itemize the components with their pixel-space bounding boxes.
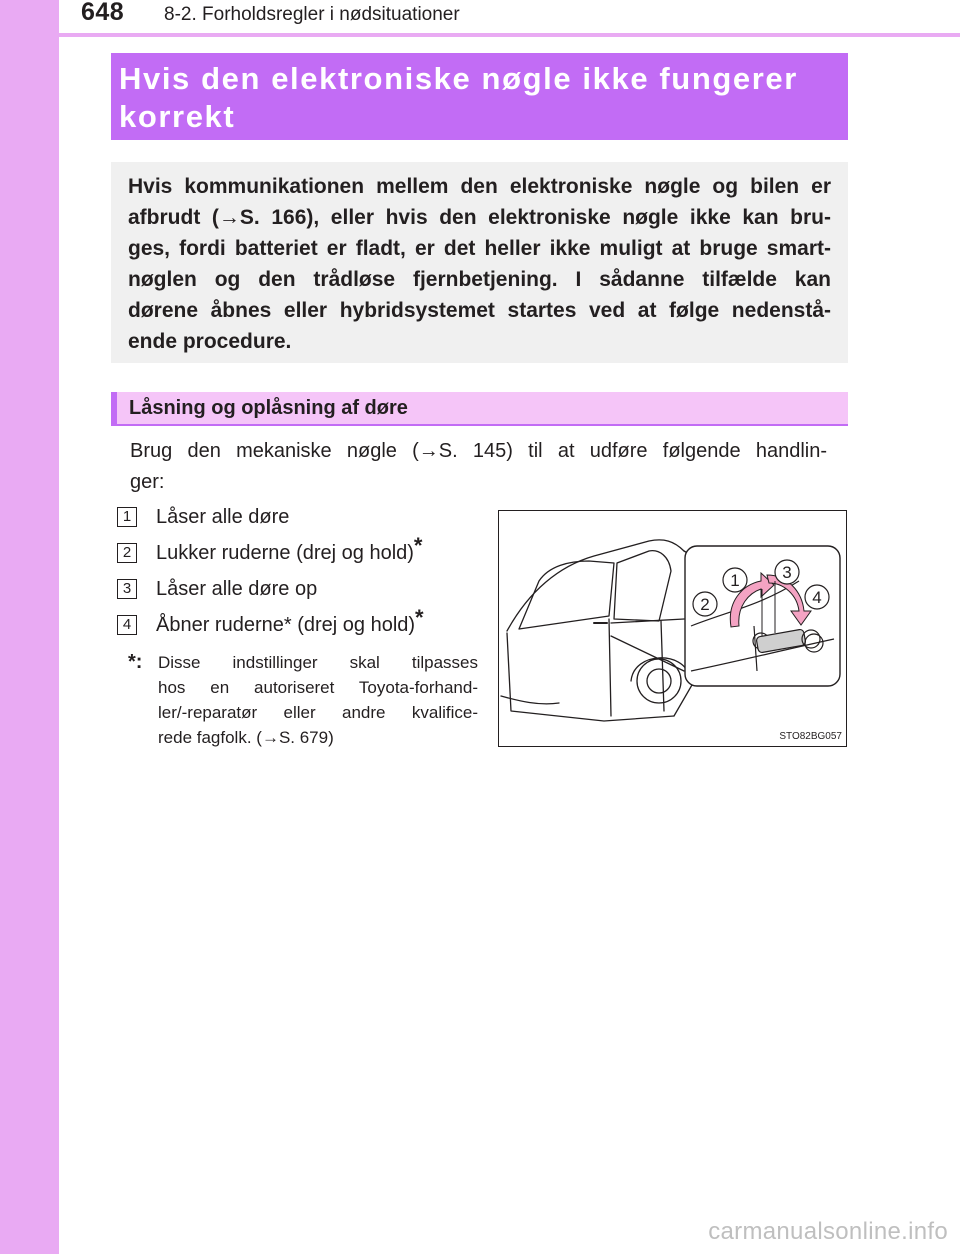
paragraph-line: ger: <box>130 471 165 493</box>
wheel-hub <box>647 669 671 693</box>
wheel <box>637 659 681 703</box>
step-label: Åbner ruderne* (drej og hold) <box>156 613 416 636</box>
door-key-illustration <box>498 510 847 747</box>
footnote-line: ler/-reparatør eller andre kvalifice- <box>158 703 478 722</box>
zoom-inset <box>685 546 840 686</box>
footnote-line: rede fagfolk. (→S. 679) <box>158 728 334 747</box>
step-text <box>156 506 289 529</box>
callout-label: 4 <box>812 588 822 607</box>
figure-code: STO82BG057 <box>779 731 842 742</box>
intro-paragraph <box>128 171 831 357</box>
title-line-2: korrekt <box>119 99 236 134</box>
step-text <box>156 532 423 565</box>
header-rule <box>59 33 960 37</box>
step-4 <box>117 604 424 640</box>
intro-box <box>111 162 848 363</box>
intro-line: ges, fordi batteriet er fladt, er det heller ikke muligt at bruge smart- <box>128 237 831 260</box>
section-heading <box>111 392 848 426</box>
step-number-box: 2 <box>117 543 137 563</box>
intro-line: Hvis kommunikationen mellem den elektroniske nøgle og bilen er <box>128 175 831 198</box>
rear-window <box>614 551 671 621</box>
lower-body <box>507 633 674 721</box>
door-seam <box>609 619 611 716</box>
title-line-1: Hvis den elektroniske nøgle ikke fungerer <box>119 61 798 96</box>
step-asterisk: * <box>415 604 424 630</box>
footnote <box>128 650 478 750</box>
paragraph-line: Brug den mekaniske nøgle (→S. 145) til at udføre følgende handlin- <box>130 440 827 462</box>
intro-line: ende procedure. <box>128 330 292 353</box>
title-banner <box>111 53 848 140</box>
step-label: Låser alle døre op <box>156 577 318 600</box>
step-number-box: 1 <box>117 507 137 527</box>
step-asterisk: * <box>413 532 423 558</box>
step-number-box: 3 <box>117 579 137 599</box>
door-seam-rear <box>661 621 664 711</box>
step-text <box>156 604 424 637</box>
section-heading-bar <box>111 392 117 426</box>
step-text <box>156 578 317 601</box>
step-label: Låser alle døre <box>156 505 290 528</box>
side-color-strip <box>0 0 59 1254</box>
zoom-line-bottom <box>611 636 684 671</box>
page-number: 648 <box>81 0 125 26</box>
footnote-line: hos en autoriseret Toyota-forhand- <box>158 678 478 697</box>
step-number-box: 4 <box>117 615 137 635</box>
footnote-mark: *: <box>128 651 143 673</box>
watermark: carmanualsonline.info <box>708 1218 948 1245</box>
intro-line: dørene åbnes eller hybridsystemet startes ved at følge nedenstå- <box>128 299 831 322</box>
intro-line: afbrudt (→S. 166), eller hvis den elektroniske nøgle ikke kan bru- <box>128 206 831 229</box>
step-1 <box>117 502 289 532</box>
footnote-line: Disse indstillinger skal tilpasses <box>158 653 478 672</box>
step-2 <box>117 532 423 568</box>
step-label: Lukker ruderne (drej og hold) <box>156 541 414 564</box>
intro-line: nøglen og den trådløse fjernbetjening. I sådanne tilfælde kan <box>128 268 831 291</box>
running-head: 8-2. Forholdsregler i nødsituationer <box>164 4 460 25</box>
car-door-drawing <box>499 511 846 746</box>
footnote-body <box>158 650 478 750</box>
callout-label: 1 <box>730 571 740 590</box>
front-window <box>519 561 614 629</box>
section-paragraph <box>130 436 827 498</box>
callout-label: 2 <box>700 595 710 614</box>
section-heading-text: Låsning og oplåsning af døre <box>129 397 408 419</box>
step-3 <box>117 574 317 604</box>
callout-label: 3 <box>782 563 792 582</box>
